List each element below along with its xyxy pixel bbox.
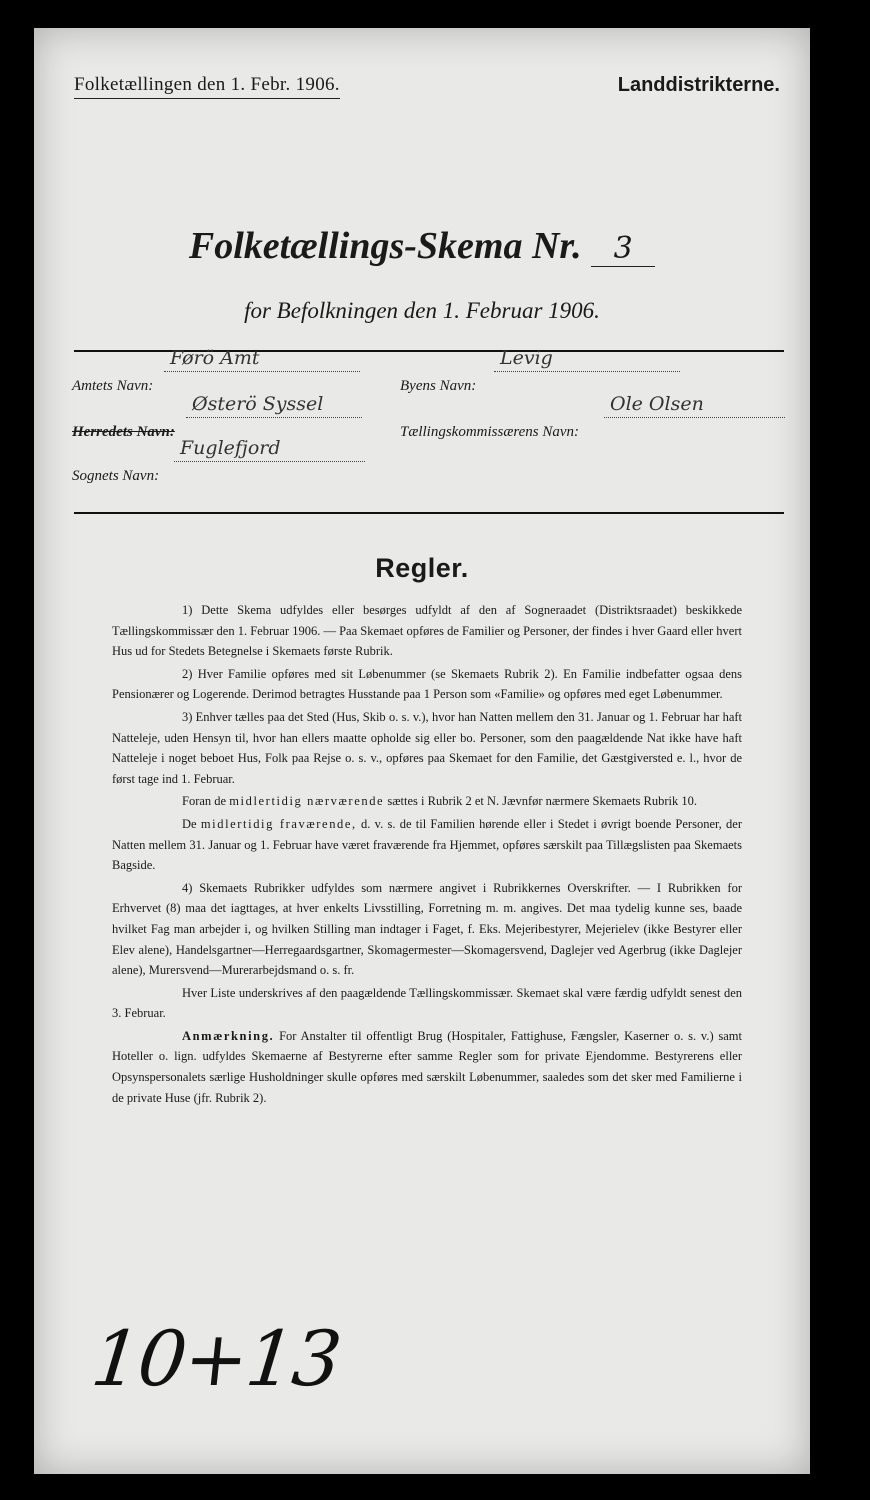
kommissaer-value: Ole Olsen — [604, 393, 785, 418]
rules-heading: Regler. — [375, 553, 469, 583]
sogn-value: Fuglefjord — [174, 437, 365, 462]
rule-4-end: sættes i Rubrik 2 et N. Jævnfør nærmere Skemaets Rubrik 10. — [387, 794, 698, 809]
annotation-text: For Anstalter til offentligt Brug (Hospitaler, Fattighuse, Fængsler, Kaserner o. s. v.) samt Hoteller o. lign. udfyldes Skemaerne af Bestyrerne efter samme Regler som for private Ejendomme. Bestyrerens eller Opsynspersonalets særlige Husholdninger skulle opføres med særskilt Løbenummer, saaledes som det sker med Familierne i de private Huse (jfr. Rubrik 2). — [112, 1028, 743, 1105]
form-subtitle: for Befolkningen den 1. Februar 1906. — [244, 298, 600, 323]
rules-body — [112, 600, 742, 1110]
rule-paragraph-4 — [112, 791, 742, 812]
district-type: Landdistrikterne. — [617, 74, 780, 96]
amt-label: Amtets Navn: — [72, 378, 154, 394]
rule-4-spaced: midlertidig nærværende — [229, 794, 385, 809]
rule-paragraph-8 — [112, 1026, 742, 1108]
rule-paragraph-1: 1) Dette Skema udfyldes eller besørges udfyldt af den af Sogneraadet (Distriktsraadet) beskikkede Tællingskommissær den 1. Februar 1906. — Paa Skemaet opføres de Familier og Personer, der findes i hver Gaard eller hvert Hus ud for Stedets Betegnelse i Skemaets første Rubrik. — [112, 603, 742, 659]
herred-label: Herredets Navn: — [72, 424, 175, 440]
rule-paragraph-6: 4) Skemaets Rubrikker udfyldes som nærmere angivet i Rubrikkernes Overskrifter. — I Rubrikken for Erhvervet (8) maa det iagttages, at hver enkelts Livsstilling, Forretning m. m. angives. Det maa tydelig kunne ses, baade hvilket Fag man arbejder i, og hvilken Stilling man indtager i Faget, f. Eks. Mejeribestyrer, Mejerielev (ikke Bestyrer eller Elev alene), Handelsgartner—Herregaardsgartner, Skomagermester—Skomagersvend, Daglejer ved Agerbrug (ikke Daglejer alene), Murersvend—Murerarbejdsmand o. s. fr. — [112, 880, 742, 978]
rule-paragraph-5 — [112, 814, 742, 876]
form-title — [34, 224, 810, 268]
rule-paragraph-2: 2) Hver Familie opføres med sit Løbenummer (se Skemaets Rubrik 2). En Familie indbefatter ogsaa dens Pensionærer og Logerende. Derimod betragtes Husstande paa 1 Person som «Familie» og opføres med eget Løbenummer. — [112, 666, 742, 702]
sogn-field — [72, 468, 159, 485]
sogn-label: Sognets Navn: — [72, 468, 160, 484]
census-header: Folketællingen den 1. Febr. 1906. — [74, 74, 340, 99]
handwritten-annotation: 10+13 — [87, 1314, 344, 1403]
rule-5-end: d. v. s. de til Familien hørende eller i Stedet i øvrigt boende Personer, der Natten mellem 31. Januar og 1. Februar have været fraværende fra Hjemmet, opføres særskilt paa Tillægslisten paa Skemaets Bagside. — [112, 816, 743, 873]
byens-field — [400, 378, 476, 395]
rule-4-start: Foran de — [182, 794, 227, 809]
kommissaer-label: Tællingskommissærens Navn: — [400, 424, 580, 440]
herred-value: Østerö Syssel — [186, 393, 362, 418]
amt-value: Førö Amt — [164, 347, 360, 372]
census-form-sheet — [34, 28, 810, 1474]
form-number: 3 — [591, 231, 655, 267]
byens-value: Levig — [494, 347, 680, 372]
byens-label: Byens Navn: — [400, 378, 477, 394]
herred-field — [72, 424, 175, 441]
amt-field — [72, 378, 153, 395]
annotation-lead: Anmærkning. — [182, 1028, 275, 1043]
rule-paragraph-3: 3) Enhver tælles paa det Sted (Hus, Skib o. s. v.), hvor han Natten mellem den 31. Januar og 1. Februar har haft Natteleje, uden Hensyn til, hvor han ellers maatte opholde sig eller bo. Personer, som den paagældende Nat ikke have haft Natteleje i noget beboet Hus, Folk paa Rejse o. s. v., opføres paa Skemaet for den Familie, det Gæstgiversted e. l., hvor de først tage ind 1. Februar. — [112, 709, 742, 786]
rule-5-start: De — [182, 816, 197, 831]
divider-bottom — [74, 512, 784, 514]
kommissaer-field — [400, 424, 579, 441]
form-title-text: Folketællings-Skema Nr. — [188, 225, 582, 267]
rule-5-spaced: midlertidig fraværende, — [200, 816, 357, 831]
rule-paragraph-7: Hver Liste underskrives af den paagældende Tællingskommissær. Skemaet skal være færdig udfyldt senest den 3. Februar. — [112, 985, 742, 1021]
